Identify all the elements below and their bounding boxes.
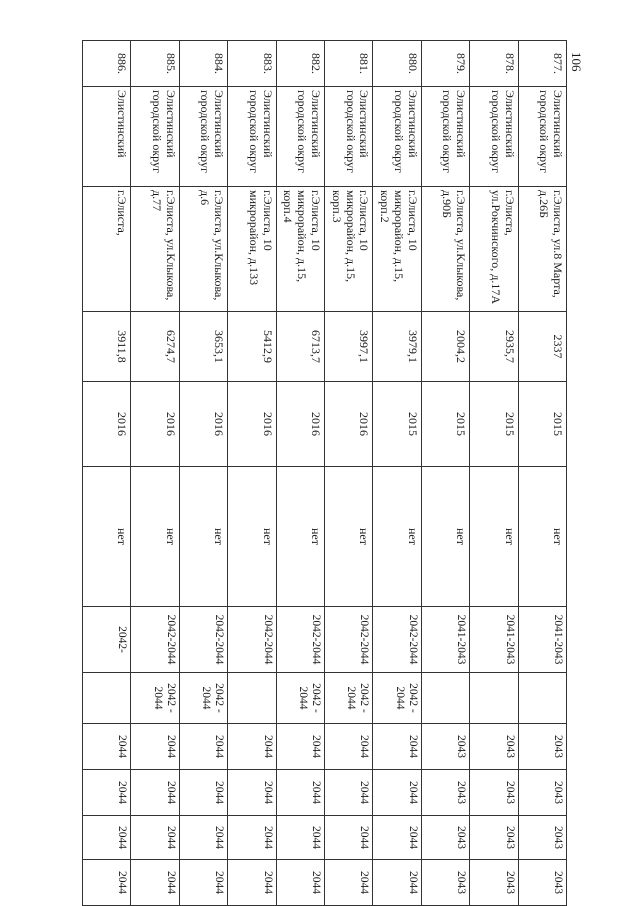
period-cell-2: 2042 - 2044 bbox=[325, 673, 373, 724]
period-cell: 2042-2044 bbox=[373, 607, 421, 673]
area-cell: 3911,8 bbox=[83, 312, 131, 382]
address-cell: г.Элиста, 10 микрорайон, д.15, корп.3 bbox=[325, 187, 373, 312]
period-cell-2: 2042 - 2044 bbox=[276, 673, 324, 724]
municipality-cell: Элистинский городской округ bbox=[325, 87, 373, 187]
row-number: 886. bbox=[83, 41, 131, 87]
municipality-cell: Элистинский городской округ bbox=[179, 87, 227, 187]
year-col-3: 2044 bbox=[83, 816, 131, 860]
address-cell: г.Элиста, 10 микрорайон, д.133 bbox=[228, 187, 276, 312]
year-col-4: 2044 bbox=[83, 860, 131, 906]
year-col-1: 2044 bbox=[131, 724, 179, 770]
municipality-cell: Элистинский городской округ bbox=[131, 87, 179, 187]
flag-cell: нет bbox=[276, 467, 324, 607]
municipality-cell: Элистинский городской округ bbox=[470, 87, 518, 187]
address-cell: г.Элиста, 10 микрорайон, д.15, корп.2 bbox=[373, 187, 421, 312]
year-col-1: 2044 bbox=[83, 724, 131, 770]
year-col-4: 2044 bbox=[228, 860, 276, 906]
flag-cell: нет bbox=[421, 467, 469, 607]
address-cell: г.Элиста, ул.Рокчинского, д.17А bbox=[470, 187, 518, 312]
flag-cell: нет bbox=[325, 467, 373, 607]
year-cell: 2016 bbox=[325, 382, 373, 467]
row-number: 881. bbox=[325, 41, 373, 87]
year-col-3: 2043 bbox=[518, 816, 566, 860]
row-number: 878. bbox=[470, 41, 518, 87]
address-cell: г.Элиста, ул.8 Марта, д.26Б bbox=[518, 187, 566, 312]
register-table bbox=[82, 40, 567, 906]
year-cell: 2015 bbox=[373, 382, 421, 467]
area-cell: 6713,7 bbox=[276, 312, 324, 382]
period-cell-2 bbox=[228, 673, 276, 724]
table-row bbox=[373, 41, 421, 906]
year-col-4: 2043 bbox=[421, 860, 469, 906]
area-cell: 5412,9 bbox=[228, 312, 276, 382]
municipality-cell: Элистинский городской округ bbox=[228, 87, 276, 187]
year-cell: 2016 bbox=[276, 382, 324, 467]
year-cell: 2016 bbox=[131, 382, 179, 467]
year-col-2: 2043 bbox=[470, 770, 518, 816]
municipality-cell: Элистинский городской округ bbox=[373, 87, 421, 187]
row-number: 882. bbox=[276, 41, 324, 87]
municipality-cell: Элистинский городской округ bbox=[518, 87, 566, 187]
year-col-2: 2043 bbox=[518, 770, 566, 816]
year-col-1: 2044 bbox=[373, 724, 421, 770]
year-col-1: 2044 bbox=[325, 724, 373, 770]
year-col-4: 2043 bbox=[518, 860, 566, 906]
year-col-3: 2044 bbox=[373, 816, 421, 860]
period-cell-2 bbox=[421, 673, 469, 724]
period-cell: 2041-2043 bbox=[518, 607, 566, 673]
year-col-2: 2043 bbox=[421, 770, 469, 816]
year-col-2: 2044 bbox=[83, 770, 131, 816]
flag-cell: нет bbox=[179, 467, 227, 607]
year-col-4: 2043 bbox=[470, 860, 518, 906]
period-cell-2 bbox=[470, 673, 518, 724]
flag-cell: нет bbox=[518, 467, 566, 607]
year-col-4: 2044 bbox=[179, 860, 227, 906]
table-row bbox=[131, 41, 179, 906]
year-cell: 2016 bbox=[228, 382, 276, 467]
year-col-3: 2044 bbox=[179, 816, 227, 860]
period-cell: 2042- bbox=[83, 607, 131, 673]
flag-cell: нет bbox=[131, 467, 179, 607]
year-cell: 2016 bbox=[179, 382, 227, 467]
municipality-cell: Элистинский bbox=[83, 87, 131, 187]
year-col-3: 2044 bbox=[228, 816, 276, 860]
area-cell: 6274,7 bbox=[131, 312, 179, 382]
year-cell: 2016 bbox=[83, 382, 131, 467]
year-col-1: 2044 bbox=[179, 724, 227, 770]
year-col-4: 2044 bbox=[276, 860, 324, 906]
row-number: 885. bbox=[131, 41, 179, 87]
year-col-4: 2044 bbox=[131, 860, 179, 906]
table-row bbox=[470, 41, 518, 906]
period-cell-2: 2042 - 2044 bbox=[131, 673, 179, 724]
flag-cell: нет bbox=[470, 467, 518, 607]
period-cell: 2042-2044 bbox=[131, 607, 179, 673]
period-cell: 2042-2044 bbox=[179, 607, 227, 673]
period-cell-2 bbox=[83, 673, 131, 724]
year-col-1: 2043 bbox=[518, 724, 566, 770]
year-cell: 2015 bbox=[518, 382, 566, 467]
year-col-3: 2044 bbox=[276, 816, 324, 860]
year-cell: 2015 bbox=[421, 382, 469, 467]
year-col-1: 2043 bbox=[470, 724, 518, 770]
period-cell: 2042-2044 bbox=[228, 607, 276, 673]
area-cell: 3997,1 bbox=[325, 312, 373, 382]
table-row bbox=[421, 41, 469, 906]
table-row bbox=[228, 41, 276, 906]
year-col-3: 2043 bbox=[470, 816, 518, 860]
year-col-2: 2044 bbox=[276, 770, 324, 816]
year-col-2: 2044 bbox=[228, 770, 276, 816]
year-col-2: 2044 bbox=[179, 770, 227, 816]
table-row bbox=[83, 41, 131, 906]
address-cell: г.Элиста, ул.Клыкова, д.6 bbox=[179, 187, 227, 312]
address-cell: г.Элиста, ул.Клыкова, д.90Б bbox=[421, 187, 469, 312]
year-col-3: 2043 bbox=[421, 816, 469, 860]
area-cell: 3653,1 bbox=[179, 312, 227, 382]
row-number: 880. bbox=[373, 41, 421, 87]
year-col-2: 2044 bbox=[131, 770, 179, 816]
row-number: 877. bbox=[518, 41, 566, 87]
year-col-4: 2044 bbox=[373, 860, 421, 906]
flag-cell: нет bbox=[373, 467, 421, 607]
period-cell: 2042-2044 bbox=[325, 607, 373, 673]
address-cell: г.Элиста, ул.Клыкова, д.77 bbox=[131, 187, 179, 312]
year-col-4: 2044 bbox=[325, 860, 373, 906]
year-col-1: 2043 bbox=[421, 724, 469, 770]
year-cell: 2015 bbox=[470, 382, 518, 467]
area-cell: 3979,1 bbox=[373, 312, 421, 382]
area-cell: 2004,2 bbox=[421, 312, 469, 382]
page-number: 106 bbox=[569, 52, 584, 72]
year-col-1: 2044 bbox=[228, 724, 276, 770]
table-row bbox=[325, 41, 373, 906]
flag-cell: нет bbox=[228, 467, 276, 607]
year-col-3: 2044 bbox=[325, 816, 373, 860]
row-number: 883. bbox=[228, 41, 276, 87]
table-row bbox=[276, 41, 324, 906]
table-row bbox=[518, 41, 566, 906]
period-cell: 2042-2044 bbox=[276, 607, 324, 673]
period-cell: 2041-2043 bbox=[470, 607, 518, 673]
area-cell: 2337 bbox=[518, 312, 566, 382]
address-cell: г.Элиста, bbox=[83, 187, 131, 312]
row-number: 879. bbox=[421, 41, 469, 87]
period-cell-2: 2042 - 2044 bbox=[179, 673, 227, 724]
address-cell: г.Элиста, 10 микрорайон, д.15, корп.4 bbox=[276, 187, 324, 312]
table-row bbox=[179, 41, 227, 906]
year-col-3: 2044 bbox=[131, 816, 179, 860]
year-col-2: 2044 bbox=[325, 770, 373, 816]
period-cell: 2041-2043 bbox=[421, 607, 469, 673]
period-cell-2: 2042 - 2044 bbox=[373, 673, 421, 724]
municipality-cell: Элистинский городской округ bbox=[421, 87, 469, 187]
row-number: 884. bbox=[179, 41, 227, 87]
area-cell: 2935,7 bbox=[470, 312, 518, 382]
period-cell-2 bbox=[518, 673, 566, 724]
year-col-2: 2044 bbox=[373, 770, 421, 816]
flag-cell: нет bbox=[83, 467, 131, 607]
year-col-1: 2044 bbox=[276, 724, 324, 770]
municipality-cell: Элистинский городской округ bbox=[276, 87, 324, 187]
